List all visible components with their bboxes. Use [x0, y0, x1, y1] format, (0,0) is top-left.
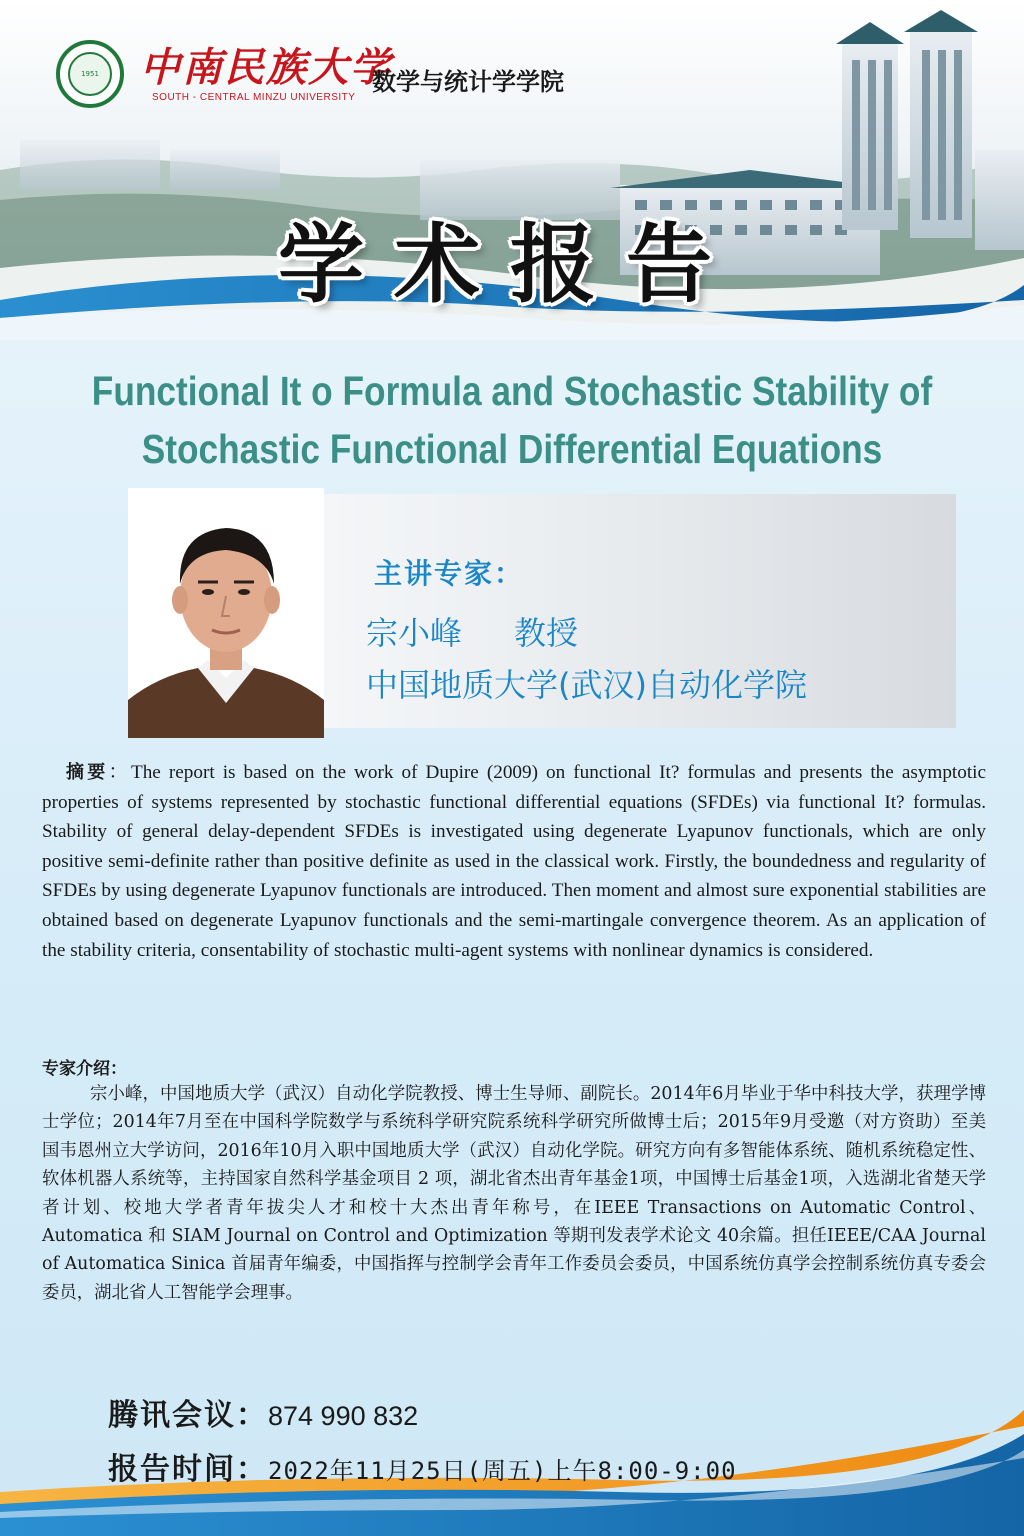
- time-label: 报告时间：: [108, 1452, 268, 1487]
- speaker-organization: 中国地质大学(武汉)自动化学院: [366, 666, 807, 704]
- abstract-text: The report is based on the work of Dupire (2009) on functional It? formulas and presents the asymptotic properties of systems represented by stochastic functional differential equations (SFDEs) via functional It? formulas. Stability of general delay-dependent SFDEs is investigated using degenerate Lyapunov functionals, which are only positive semi-definite rather than positive definite as used in the classical work. Firstly, the boundedness and regularity of SFDEs by using degenerate Lyapunov functionals are introduced. Then moment and almost sure exponential stabilities are obtained based on degenerate Lyapunov functionals and the semi-martingale convergence theorem. As an application of the stability criteria, consentability of stochastic multi-agent systems with nonlinear dynamics is considered.: [42, 762, 987, 961]
- bio-label: 专家介绍：: [42, 1059, 127, 1079]
- event-type-title: 学术报告: [278, 215, 742, 315]
- meeting-label: 腾讯会议：: [108, 1398, 268, 1433]
- time-info: [108, 1444, 737, 1488]
- university-name-en: SOUTH - CENTRAL MINZU UNIVERSITY: [152, 92, 356, 103]
- speaker-name: 宗小峰: [366, 614, 463, 652]
- time-value: 2022年11月25日(周五)上午8:00-9:00: [268, 1457, 737, 1485]
- college-name: 数学与统计学学院: [372, 68, 564, 96]
- talk-title-line-1: Functional It o Formula and Stochastic Stability of: [91, 368, 933, 414]
- talk-title: [89, 362, 935, 478]
- bio-text: 宗小峰，中国地质大学（武汉）自动化学院教授、博士生导师、副院长。2014年6月毕业于华中科技大学，获理学博士学位；2014年7月至在中国科学院数学与系统科学研究院系统科学研究所做博士后；2015年9月受邀（对方资助）至美国韦恩州立大学访问，2016年10月入职中国地质大学（武汉）自动化学院。研究方向有多智能体系统、随机系统稳定性、软体机器人系统等，主持国家自然科学基金项目 2 项，湖北省杰出青年基金1项，中国博士后基金1项，入选湖北省楚天学者计划、校地大学者青年拔尖人才和校十大杰出青年称号，在IEEE Transactions on Automatic Control、Automatica 和 SIAM Journal on Control and Optimization 等期刊发表学术论文 40余篇。担任IEEE/CAA Journal of Automatica Sinica 首届青年编委，中国指挥与控制学会青年工作委员会委员，中国系统仿真学会控制系统仿真专委会委员，湖北省人工智能学会理事。: [42, 1084, 986, 1303]
- university-name-cn: 中南民族大学: [140, 44, 392, 91]
- talk-title-line-2: Stochastic Functional Differential Equations: [141, 426, 883, 472]
- abstract-paragraph: 摘要：The report is based on the work of Dupire (2009) on functional It? formulas and presents the asymptotic properties of systems represented by stochastic functional differential equations (SFDEs) via functional It? formulas. Stability of general delay-dependent SFDEs is investigated using degenerate Lyapunov functionals, which are only positive semi-definite rather than positive definite as used in the classical work. Firstly, the boundedness and regularity of SFDEs by using degenerate Lyapunov functionals are introduced. Then moment and almost sure exponential stabilities are obtained based on degenerate Lyapunov functionals and the semi-martingale convergence theorem. As an application of the stability criteria, consentability of stochastic multi-agent systems with nonlinear dynamics is considered.: [42, 762, 987, 961]
- abstract-label: 摘要: [66, 762, 109, 783]
- speaker-position: 教授: [514, 614, 579, 652]
- meeting-info: [108, 1390, 418, 1434]
- speaker-photo: [128, 488, 324, 738]
- university-seal-icon: [56, 40, 124, 108]
- speaker-name-line: [366, 608, 578, 654]
- meeting-id: 874 990 832: [268, 1401, 419, 1431]
- header-banner: [0, 0, 1024, 340]
- speaker-label: 主讲专家：: [374, 557, 525, 590]
- seal-year: 1951: [81, 70, 99, 78]
